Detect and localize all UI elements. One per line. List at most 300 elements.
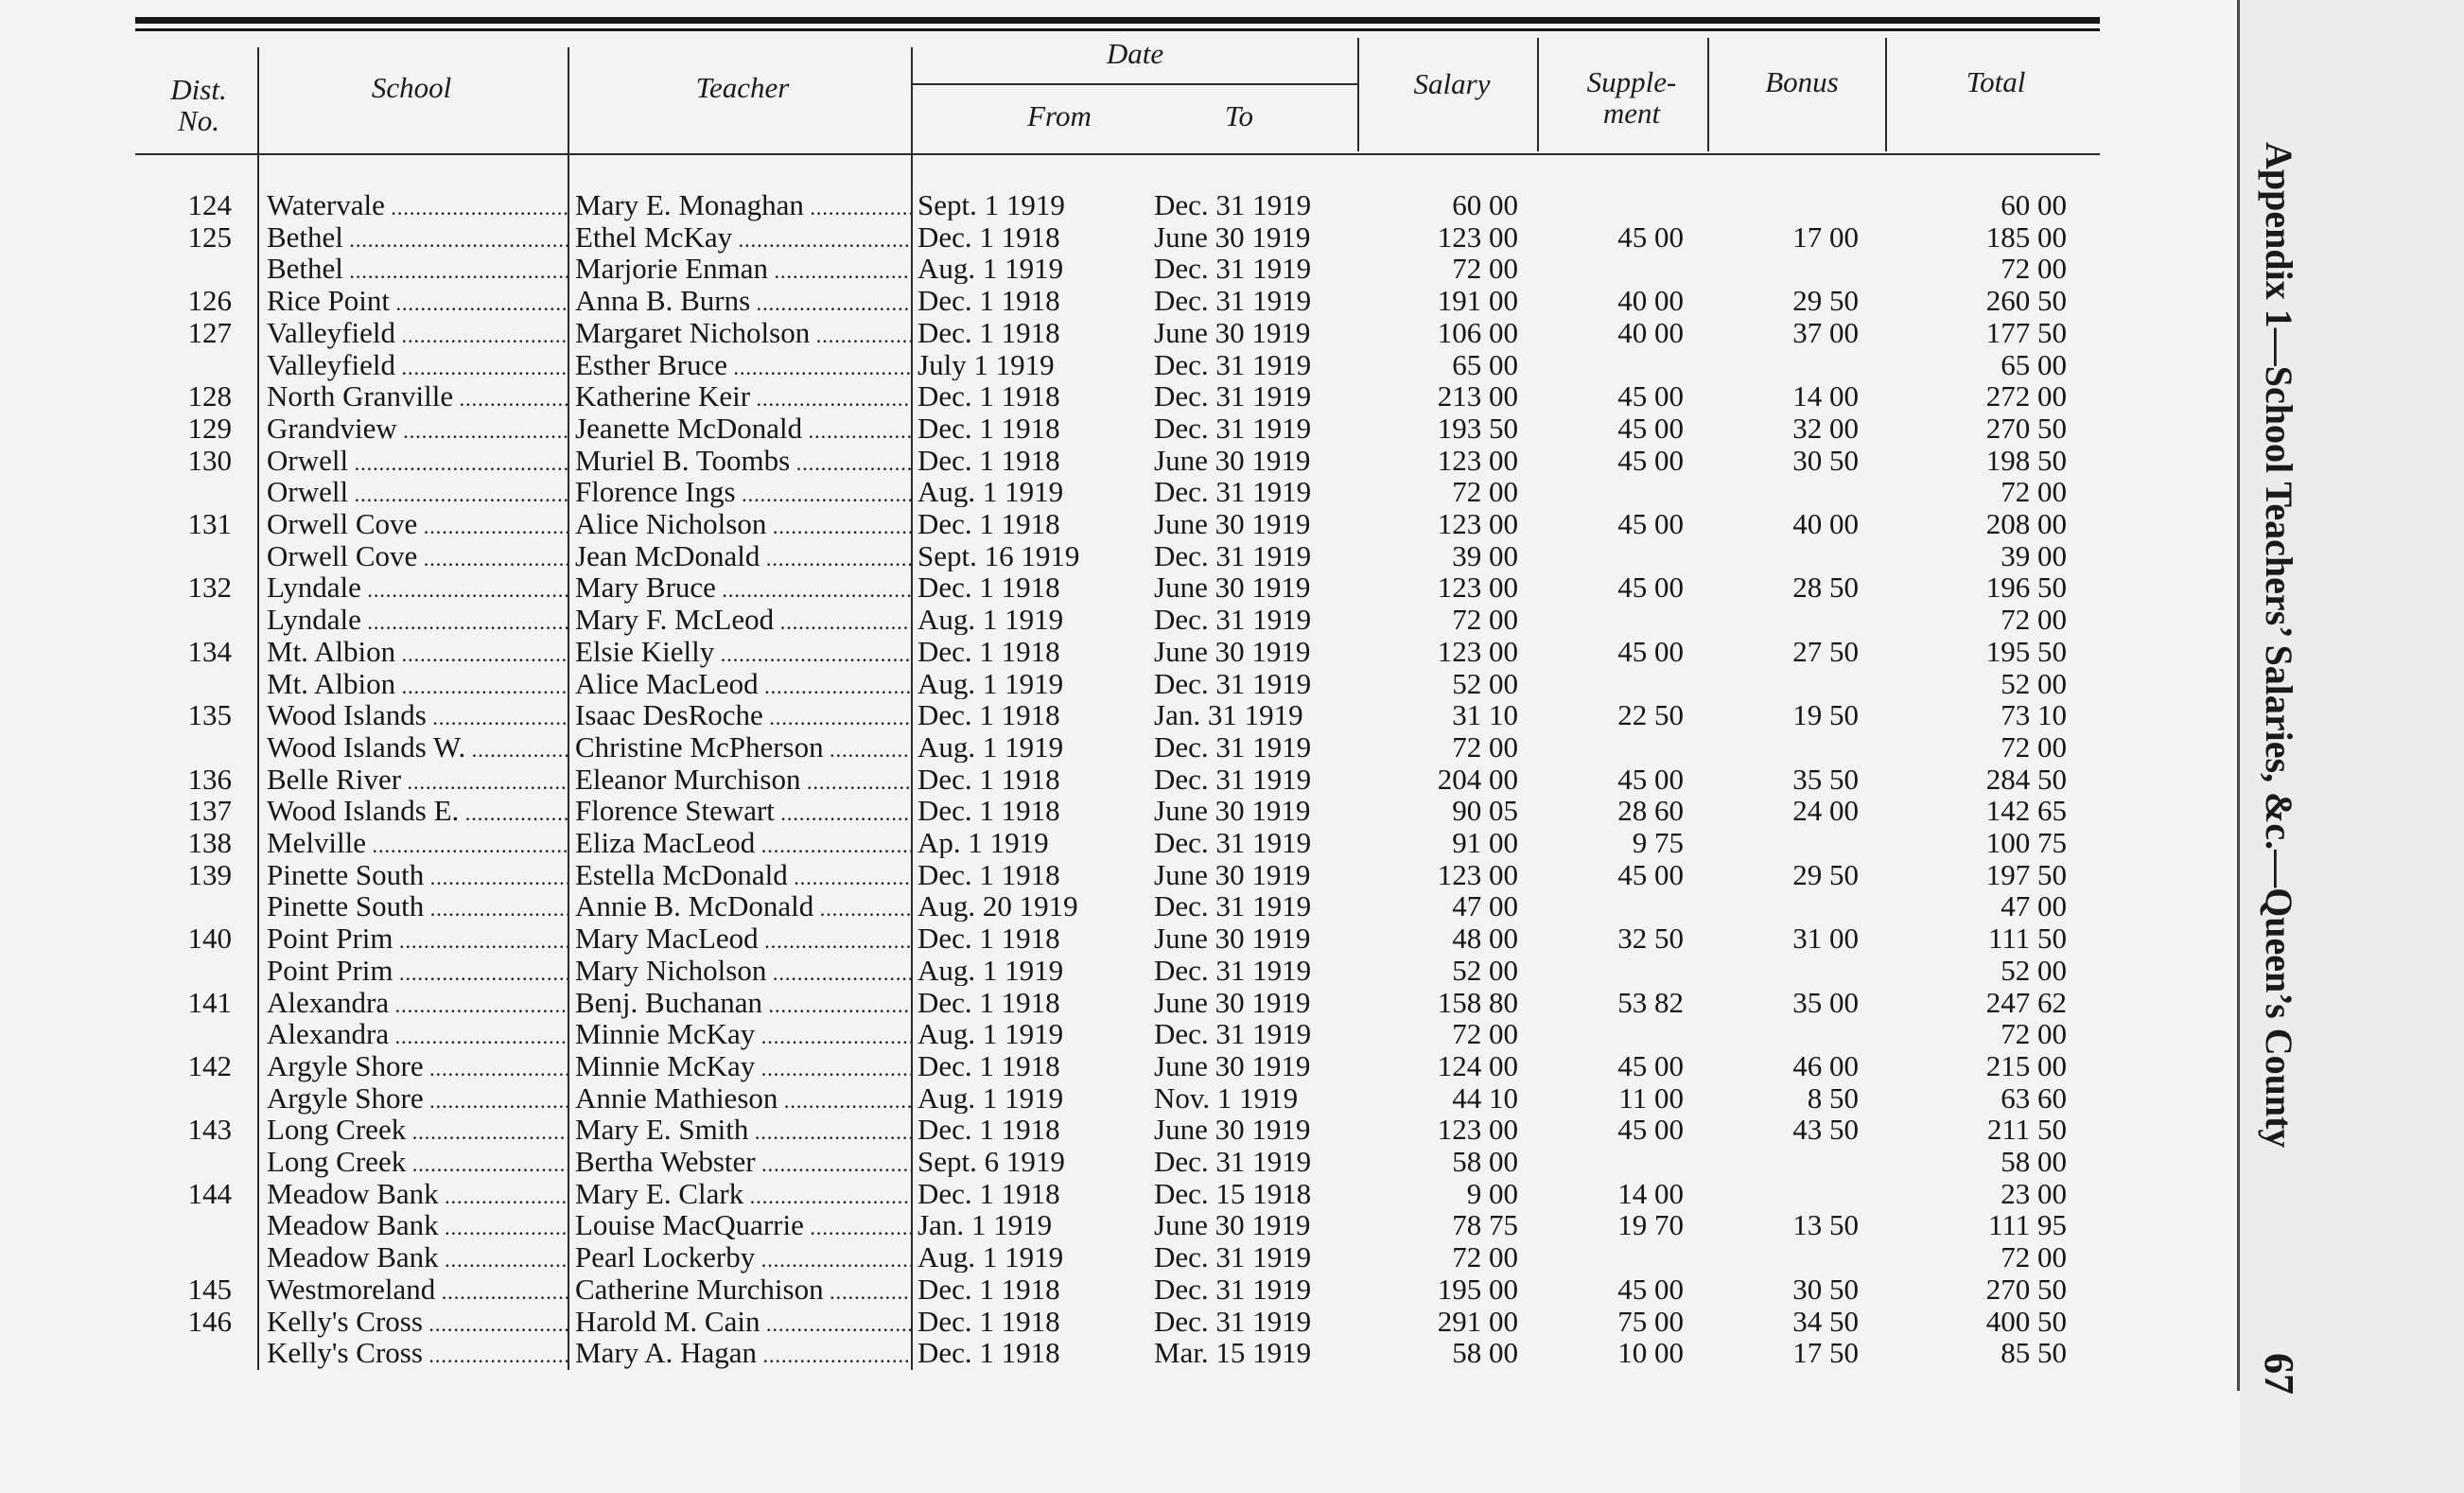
teacher-cell: Alice Nicholson ..... [575, 508, 911, 542]
from-date-cell: Dec. 1 1918 [917, 380, 1060, 412]
from-date-cell: Dec. 1 1918 [917, 699, 1060, 730]
teacher-cell: Christine McPherson ..... [575, 731, 911, 765]
salary-cell: 44 10 [1452, 1082, 1518, 1114]
to-date-cell: Dec. 15 1918 [1154, 1178, 1312, 1209]
to-date-cell: Dec. 31 1919 [1154, 349, 1312, 380]
bonus-cell: 30 50 [1792, 445, 1859, 476]
from-date-cell: Dec. 1 1918 [917, 764, 1060, 795]
table-row [0, 1209, 2237, 1240]
to-date-cell: Dec. 31 1919 [1154, 476, 1312, 507]
teacher-cell: Margaret Nicholson ..... [575, 317, 911, 351]
column-rule [1885, 38, 1887, 151]
to-date-cell: June 30 1919 [1154, 508, 1311, 539]
supplement-cell: 75 00 [1617, 1306, 1684, 1337]
to-date-cell: Dec. 31 1919 [1154, 731, 1312, 763]
salary-cell: 213 00 [1437, 380, 1518, 412]
table-row [0, 571, 2237, 603]
teacher-cell: Annie Mathieson ..... [575, 1082, 911, 1116]
dist-no-cell: 131 [187, 508, 232, 539]
total-cell: 47 00 [2001, 890, 2067, 922]
from-date-cell: Ap. 1 1919 [917, 827, 1049, 858]
salary-cell: 204 00 [1437, 764, 1518, 795]
from-date-cell: Aug. 1 1919 [917, 253, 1064, 284]
total-cell: 39 00 [2001, 540, 2067, 571]
from-date-cell: Aug. 1 1919 [917, 955, 1064, 986]
teacher-cell: Mary Nicholson ..... [575, 955, 911, 989]
table-row [0, 1337, 2237, 1368]
teacher-cell: Mary F. McLeod ..... [575, 604, 911, 638]
to-date-cell: Jan. 31 1919 [1154, 699, 1303, 730]
school-cell: Orwell ..... [267, 476, 568, 510]
school-cell: Bethel ..... [267, 221, 568, 255]
total-cell: 270 50 [1985, 1273, 2067, 1305]
header-salary: Salary [1413, 67, 1491, 100]
from-date-cell: Dec. 1 1918 [917, 445, 1060, 476]
to-date-cell: June 30 1919 [1154, 795, 1311, 826]
bonus-cell: 34 50 [1792, 1306, 1859, 1337]
bonus-cell: 14 00 [1792, 380, 1859, 412]
table-row [0, 221, 2237, 253]
teacher-cell: Minnie McKay ..... [575, 1018, 911, 1052]
table-row [0, 349, 2237, 380]
supplement-cell: 11 00 [1618, 1082, 1684, 1114]
teacher-cell: Benj. Buchanan ..... [575, 987, 911, 1021]
header-from: From [1027, 99, 1092, 132]
salary-cell: 78 75 [1452, 1209, 1518, 1240]
page-number: 67 [2256, 1353, 2302, 1395]
table-row [0, 668, 2237, 699]
teacher-cell: Mary Bruce ..... [575, 571, 911, 606]
from-date-cell: Dec. 1 1918 [917, 636, 1060, 667]
total-cell: 111 50 [1988, 922, 2067, 954]
from-date-cell: Aug. 1 1919 [917, 1241, 1064, 1273]
total-cell: 196 50 [1985, 571, 2067, 603]
teacher-cell: Annie B. McDonald ..... [575, 890, 911, 924]
supplement-cell: 10 00 [1617, 1337, 1684, 1368]
total-cell: 72 00 [2001, 1018, 2067, 1049]
salary-cell: 123 00 [1437, 508, 1518, 539]
teacher-cell: Katherine Keir ..... [575, 380, 911, 414]
table-row [0, 955, 2237, 986]
salary-cell: 106 00 [1437, 317, 1518, 348]
supplement-cell: 45 00 [1617, 445, 1684, 476]
from-date-cell: Sept. 16 1919 [917, 540, 1080, 571]
salary-cell: 123 00 [1437, 221, 1518, 253]
salary-cell: 91 00 [1452, 827, 1518, 858]
to-date-cell: June 30 1919 [1154, 221, 1311, 253]
table-row [0, 253, 2237, 284]
from-date-cell: Sept. 1 1919 [917, 189, 1065, 220]
teacher-cell: Bertha Webster ..... [575, 1146, 911, 1180]
school-cell: Belle River ..... [267, 764, 568, 798]
school-cell: Meadow Bank ..... [267, 1241, 568, 1275]
from-date-cell: Aug. 1 1919 [917, 1018, 1064, 1049]
bonus-cell: 31 00 [1792, 922, 1859, 954]
dist-no-cell: 130 [187, 445, 232, 476]
dist-no-cell: 142 [187, 1050, 232, 1081]
dist-no-cell: 144 [187, 1178, 232, 1209]
total-cell: 270 50 [1985, 413, 2067, 444]
supplement-cell: 45 00 [1617, 636, 1684, 667]
to-date-cell: Dec. 31 1919 [1154, 1146, 1312, 1177]
total-cell: 260 50 [1985, 285, 2067, 316]
school-cell: Wood Islands E. ..... [267, 795, 568, 829]
dist-no-cell: 135 [187, 699, 232, 730]
dist-no-cell: 141 [187, 987, 232, 1018]
school-cell: Wood Islands ..... [267, 699, 568, 733]
top-rule-thin [135, 28, 2100, 31]
dist-no-cell: 127 [187, 317, 232, 348]
from-date-cell: Dec. 1 1918 [917, 859, 1060, 890]
teacher-cell: Elsie Kielly ..... [575, 636, 911, 670]
dist-no-cell: 139 [187, 859, 232, 890]
school-cell: Mt. Albion ..... [267, 668, 568, 702]
school-cell: Kelly's Cross ..... [267, 1337, 568, 1371]
school-cell: Melville ..... [267, 827, 568, 861]
teacher-cell: Florence Ings ..... [575, 476, 911, 510]
school-cell: Valleyfield ..... [267, 317, 568, 351]
from-date-cell: Jan. 1 1919 [917, 1209, 1053, 1240]
table-row [0, 1114, 2237, 1145]
dist-no-cell: 134 [187, 636, 232, 667]
teacher-cell: Mary E. Monaghan ..... [575, 189, 911, 223]
supplement-cell: 22 50 [1617, 699, 1684, 730]
to-date-cell: Dec. 31 1919 [1154, 890, 1312, 922]
table-row [0, 508, 2237, 539]
from-date-cell: Sept. 6 1919 [917, 1146, 1065, 1177]
total-cell: 23 00 [2001, 1178, 2067, 1209]
dist-no-cell: 146 [187, 1306, 232, 1337]
table-row [0, 764, 2237, 795]
salary-cell: 52 00 [1452, 668, 1518, 699]
bonus-cell: 29 50 [1792, 859, 1859, 890]
total-cell: 100 75 [1985, 827, 2067, 858]
from-date-cell: Dec. 1 1918 [917, 571, 1060, 603]
header-total: Total [1966, 65, 2026, 98]
from-date-cell: Aug. 20 1919 [917, 890, 1078, 922]
bonus-cell: 27 50 [1792, 636, 1859, 667]
supplement-cell: 45 00 [1617, 1050, 1684, 1081]
total-cell: 111 95 [1988, 1209, 2067, 1240]
dist-no-cell: 124 [187, 189, 232, 220]
table-row [0, 859, 2237, 890]
supplement-cell: 14 00 [1617, 1178, 1684, 1209]
supplement-cell: 45 00 [1617, 859, 1684, 890]
school-cell: Westmoreland ..... [267, 1273, 568, 1308]
to-date-cell: Dec. 31 1919 [1154, 1241, 1312, 1273]
table-row [0, 413, 2237, 444]
total-cell: 52 00 [2001, 668, 2067, 699]
teacher-cell: Eliza MacLeod ..... [575, 827, 911, 861]
salary-cell: 47 00 [1452, 890, 1518, 922]
to-date-cell: Dec. 31 1919 [1154, 285, 1312, 316]
total-cell: 63 60 [2001, 1082, 2067, 1114]
to-date-cell: Dec. 31 1919 [1154, 1306, 1312, 1337]
teacher-cell: Alice MacLeod ..... [575, 668, 911, 702]
bonus-cell: 35 50 [1792, 764, 1859, 795]
to-date-cell: Dec. 31 1919 [1154, 413, 1312, 444]
school-cell: Lyndale ..... [267, 571, 568, 606]
total-cell: 195 50 [1985, 636, 2067, 667]
total-cell: 72 00 [2001, 1241, 2067, 1273]
from-date-cell: Dec. 1 1918 [917, 1178, 1060, 1209]
from-date-cell: July 1 1919 [917, 349, 1055, 380]
teacher-cell: Muriel B. Toombs ..... [575, 445, 911, 479]
school-cell: Orwell Cove ..... [267, 508, 568, 542]
table-row [0, 1050, 2237, 1081]
from-date-cell: Aug. 1 1919 [917, 476, 1064, 507]
supplement-cell: 28 60 [1617, 795, 1684, 826]
dist-no-cell: 140 [187, 922, 232, 954]
salary-cell: 72 00 [1452, 731, 1518, 763]
school-cell: Meadow Bank ..... [267, 1178, 568, 1212]
from-date-cell: Dec. 1 1918 [917, 285, 1060, 316]
to-date-cell: June 30 1919 [1154, 922, 1311, 954]
supplement-cell: 32 50 [1617, 922, 1684, 954]
from-date-cell: Dec. 1 1918 [917, 413, 1060, 444]
table-row [0, 827, 2237, 858]
total-cell: 72 00 [2001, 476, 2067, 507]
salary-cell: 72 00 [1452, 1018, 1518, 1049]
bonus-cell: 35 00 [1792, 987, 1859, 1018]
teacher-cell: Jeanette McDonald ..... [575, 413, 911, 447]
school-cell: North Granville ..... [267, 380, 568, 414]
header-school: School [371, 71, 452, 104]
supplement-cell: 45 00 [1617, 764, 1684, 795]
school-cell: Long Creek ..... [267, 1114, 568, 1148]
header-supplement: Supple- ment [1586, 65, 1677, 130]
total-cell: 208 00 [1985, 508, 2067, 539]
school-cell: Alexandra ..... [267, 1018, 568, 1052]
teacher-cell: Eleanor Murchison ..... [575, 764, 911, 798]
salary-cell: 158 80 [1437, 987, 1518, 1018]
table-row [0, 476, 2237, 507]
teacher-cell: Esther Bruce ..... [575, 349, 911, 383]
total-cell: 211 50 [1986, 1114, 2067, 1145]
salary-cell: 72 00 [1452, 604, 1518, 635]
table-row [0, 189, 2237, 220]
header-bottom-rule [135, 153, 2100, 155]
table-row [0, 890, 2237, 922]
supplement-cell: 45 00 [1617, 508, 1684, 539]
dist-no-cell: 138 [187, 827, 232, 858]
to-date-cell: June 30 1919 [1154, 571, 1311, 603]
from-date-cell: Aug. 1 1919 [917, 604, 1064, 635]
table-row [0, 636, 2237, 667]
school-cell: Pinette South ..... [267, 890, 568, 924]
salary-cell: 58 00 [1452, 1146, 1518, 1177]
table-row [0, 1146, 2237, 1177]
school-cell: Grandview ..... [267, 413, 568, 447]
bonus-cell: 28 50 [1792, 571, 1859, 603]
to-date-cell: June 30 1919 [1154, 317, 1311, 348]
teacher-cell: Isaac DesRoche ..... [575, 699, 911, 733]
supplement-cell: 45 00 [1617, 1273, 1684, 1305]
school-cell: Meadow Bank ..... [267, 1209, 568, 1243]
table-row [0, 731, 2237, 763]
to-date-cell: Dec. 31 1919 [1154, 380, 1312, 412]
from-date-cell: Aug. 1 1919 [917, 731, 1064, 763]
school-cell: Valleyfield ..... [267, 349, 568, 383]
dist-no-cell: 132 [187, 571, 232, 603]
bonus-cell: 40 00 [1792, 508, 1859, 539]
total-cell: 215 00 [1985, 1050, 2067, 1081]
school-cell: Wood Islands W. ..... [267, 731, 568, 765]
salary-cell: 123 00 [1437, 445, 1518, 476]
to-date-cell: June 30 1919 [1154, 987, 1311, 1018]
teacher-cell: Florence Stewart ..... [575, 795, 911, 829]
total-cell: 185 00 [1985, 221, 2067, 253]
table-row [0, 1178, 2237, 1209]
supplement-cell: 19 70 [1617, 1209, 1684, 1240]
salary-cell: 123 00 [1437, 1114, 1518, 1145]
salary-cell: 123 00 [1437, 571, 1518, 603]
to-date-cell: Nov. 1 1919 [1154, 1082, 1299, 1114]
to-date-cell: Dec. 31 1919 [1154, 955, 1312, 986]
table-row [0, 1241, 2237, 1273]
dist-no-cell: 125 [187, 221, 232, 253]
teacher-cell: Harold M. Cain ..... [575, 1306, 911, 1340]
salary-cell: 195 00 [1437, 1273, 1518, 1305]
teacher-cell: Catherine Murchison ..... [575, 1273, 911, 1308]
total-cell: 72 00 [2001, 604, 2067, 635]
bonus-cell: 8 50 [1807, 1082, 1859, 1114]
salary-cell: 90 05 [1452, 795, 1518, 826]
table-row [0, 540, 2237, 571]
top-rule-thick [135, 17, 2100, 24]
teacher-cell: Mary E. Clark ..... [575, 1178, 911, 1212]
header-to: To [1225, 99, 1253, 132]
total-cell: 197 50 [1985, 859, 2067, 890]
teacher-cell: Minnie McKay ..... [575, 1050, 911, 1084]
salary-cell: 58 00 [1452, 1337, 1518, 1368]
table-row [0, 285, 2237, 316]
supplement-cell: 53 82 [1617, 987, 1684, 1018]
salary-cell: 72 00 [1452, 476, 1518, 507]
bonus-cell: 37 00 [1792, 317, 1859, 348]
school-cell: Orwell Cove ..... [267, 540, 568, 574]
from-date-cell: Dec. 1 1918 [917, 1306, 1060, 1337]
salary-cell: 48 00 [1452, 922, 1518, 954]
salary-cell: 72 00 [1452, 1241, 1518, 1273]
to-date-cell: Dec. 31 1919 [1154, 604, 1312, 635]
column-rule [1707, 38, 1709, 151]
to-date-cell: June 30 1919 [1154, 859, 1311, 890]
supplement-cell: 40 00 [1617, 285, 1684, 316]
from-date-cell: Dec. 1 1918 [917, 508, 1060, 539]
salary-cell: 124 00 [1437, 1050, 1518, 1081]
table-row [0, 1018, 2237, 1049]
dist-no-cell: 145 [187, 1273, 232, 1305]
to-date-cell: June 30 1919 [1154, 1050, 1311, 1081]
salary-cell: 291 00 [1437, 1306, 1518, 1337]
total-cell: 142 65 [1985, 795, 2067, 826]
table-row [0, 317, 2237, 348]
to-date-cell: June 30 1919 [1154, 636, 1311, 667]
table-row [0, 699, 2237, 730]
total-cell: 72 00 [2001, 731, 2067, 763]
table-row [0, 795, 2237, 826]
salary-cell: 39 00 [1452, 540, 1518, 571]
to-date-cell: Dec. 31 1919 [1154, 668, 1312, 699]
to-date-cell: Dec. 31 1919 [1154, 540, 1312, 571]
to-date-cell: Dec. 31 1919 [1154, 253, 1312, 284]
to-date-cell: Dec. 31 1919 [1154, 764, 1312, 795]
to-date-cell: June 30 1919 [1154, 1209, 1311, 1240]
teacher-cell: Ethel McKay ..... [575, 221, 911, 255]
header-date: Date [1106, 37, 1164, 70]
total-cell: 65 00 [2001, 349, 2067, 380]
table-row [0, 445, 2237, 476]
total-cell: 73 10 [2001, 699, 2067, 730]
to-date-cell: Dec. 31 1919 [1154, 827, 1312, 858]
dist-no-cell: 129 [187, 413, 232, 444]
total-cell: 177 50 [1985, 317, 2067, 348]
school-cell: Argyle Shore ..... [267, 1082, 568, 1116]
table-row [0, 987, 2237, 1018]
salary-cell: 52 00 [1452, 955, 1518, 986]
salary-cell: 65 00 [1452, 349, 1518, 380]
dist-no-cell: 126 [187, 285, 232, 316]
school-cell: Pinette South ..... [267, 859, 568, 893]
total-cell: 58 00 [2001, 1146, 2067, 1177]
header-bonus: Bonus [1765, 65, 1839, 98]
teacher-cell: Jean McDonald ..... [575, 540, 911, 574]
from-date-cell: Dec. 1 1918 [917, 1114, 1060, 1145]
table-row [0, 922, 2237, 954]
school-cell: Lyndale ..... [267, 604, 568, 638]
salary-cell: 191 00 [1437, 285, 1518, 316]
bonus-cell: 19 50 [1792, 699, 1859, 730]
from-date-cell: Dec. 1 1918 [917, 1337, 1060, 1368]
to-date-cell: June 30 1919 [1154, 445, 1311, 476]
total-cell: 52 00 [2001, 955, 2067, 986]
school-cell: Mt. Albion ..... [267, 636, 568, 670]
bonus-cell: 29 50 [1792, 285, 1859, 316]
bonus-cell: 17 50 [1792, 1337, 1859, 1368]
salary-cell: 72 00 [1452, 253, 1518, 284]
salary-cell: 123 00 [1437, 859, 1518, 890]
salary-cell: 60 00 [1452, 189, 1518, 220]
total-cell: 272 00 [1985, 380, 2067, 412]
from-date-cell: Dec. 1 1918 [917, 987, 1060, 1018]
table-row [0, 380, 2237, 412]
school-cell: Point Prim ..... [267, 955, 568, 989]
teacher-cell: Pearl Lockerby ..... [575, 1241, 911, 1275]
total-cell: 198 50 [1985, 445, 2067, 476]
page-gutter-line [2237, 0, 2240, 1391]
total-cell: 284 50 [1985, 764, 2067, 795]
to-date-cell: Mar. 15 1919 [1154, 1337, 1312, 1368]
header-teacher: Teacher [695, 71, 790, 104]
school-cell: Alexandra ..... [267, 987, 568, 1021]
bonus-cell: 17 00 [1792, 221, 1859, 253]
dist-no-cell: 128 [187, 380, 232, 412]
from-date-cell: Dec. 1 1918 [917, 922, 1060, 954]
appendix-title: Appendix 1—School Teachers’ Salaries, &c.—Queen’s County [2258, 142, 2300, 1149]
from-date-cell: Dec. 1 1918 [917, 221, 1060, 253]
bonus-cell: 30 50 [1792, 1273, 1859, 1305]
supplement-cell: 45 00 [1617, 380, 1684, 412]
dist-no-cell: 136 [187, 764, 232, 795]
to-date-cell: Dec. 31 1919 [1154, 189, 1312, 220]
teacher-cell: Mary MacLeod ..... [575, 922, 911, 957]
school-cell: Watervale ..... [267, 189, 568, 223]
salary-cell: 193 50 [1437, 413, 1518, 444]
salary-cell: 9 00 [1466, 1178, 1518, 1209]
teacher-cell: Anna B. Burns ..... [575, 285, 911, 319]
table-row [0, 1306, 2237, 1337]
